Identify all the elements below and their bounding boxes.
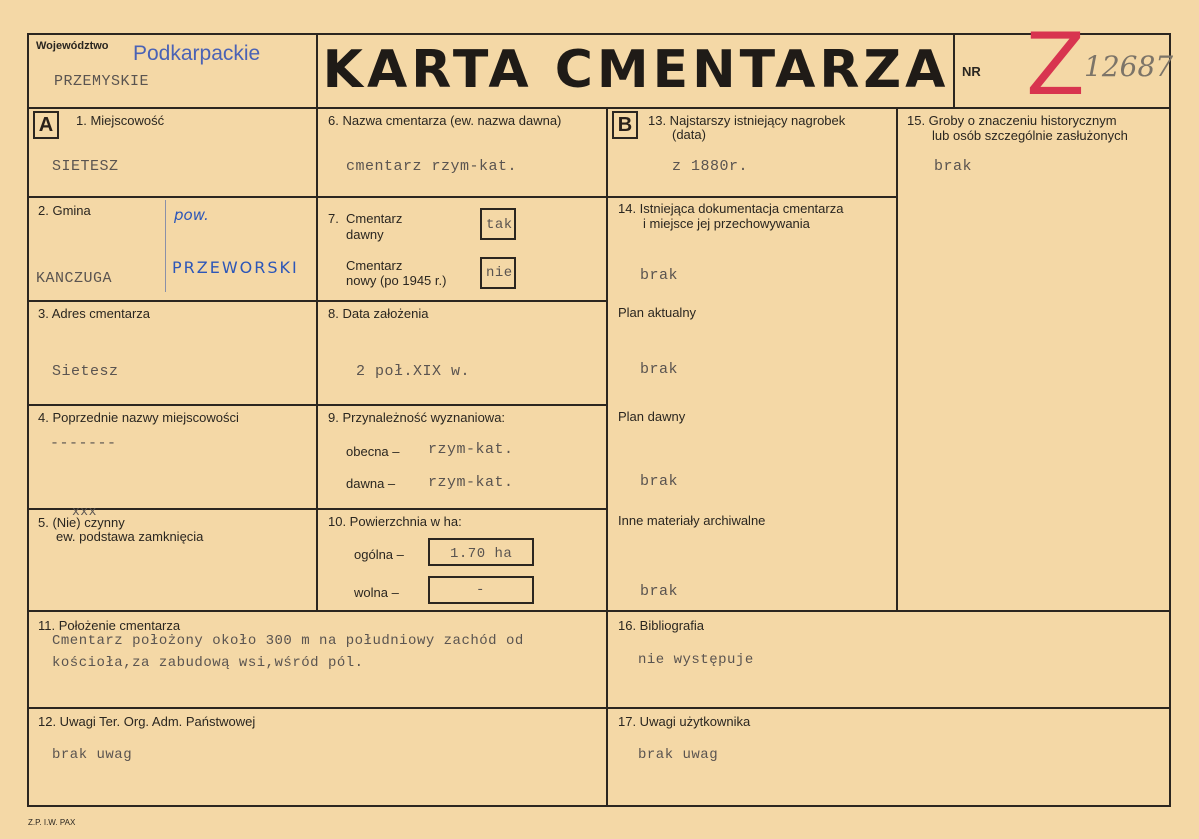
field-9-dawna-value: rzym-kat.	[428, 474, 514, 491]
field-2-hand-top: pow.	[174, 206, 209, 224]
field-11-label: 11. Położenie cmentarza	[38, 618, 181, 633]
field-5-overtype: xxx	[72, 504, 97, 519]
section-a-badge: A	[33, 111, 59, 139]
header-bottom-line	[27, 107, 1171, 109]
field-13-value: z 1880r.	[672, 158, 749, 175]
field-7-nowy-line2: nowy (po 1945 r.)	[346, 273, 447, 288]
wojewodztwo-label: Województwo	[36, 40, 109, 52]
field-7-nowy-value: nie	[486, 265, 513, 281]
field-9-obecna-value: rzym-kat.	[428, 441, 514, 458]
field-10-wolna-value: -	[476, 582, 485, 598]
field-17-label: 17. Uwagi użytkownika	[618, 714, 751, 729]
field-8-label: 8. Data założenia	[328, 306, 429, 321]
field-11-value-line1: Cmentarz położony około 300 m na południowy zachód od	[52, 633, 524, 649]
page-title: KARTA CMENTARZA	[322, 40, 950, 100]
nr-letter-mark: Z	[1026, 15, 1085, 115]
field-7-dawny-line1: Cmentarz	[346, 211, 403, 226]
field-4-value: -------	[50, 435, 117, 452]
field-9-obecna-label: obecna –	[346, 444, 400, 459]
field-16-label: 16. Bibliografia	[618, 618, 704, 633]
field-3-label: 3. Adres cmentarza	[38, 306, 150, 321]
region-typed: PRZEMYSKIE	[54, 73, 150, 90]
wojewodztwo-stamp: Podkarpackie	[133, 42, 261, 65]
field-6-value: cmentarz rzym-kat.	[346, 158, 518, 175]
field-9-dawna-label: dawna –	[346, 476, 396, 491]
row-line-bottom-grid	[27, 610, 1171, 612]
plan-dawny-label: Plan dawny	[618, 409, 686, 424]
field-14-label-line1: 14. Istniejąca dokumentacja cmentarza	[618, 201, 844, 216]
field-14-value: brak	[640, 267, 679, 284]
row-line-2-left	[27, 300, 608, 302]
printer-mark: Z.P. I.W. PAX	[28, 818, 76, 827]
field-10-ogolna-value: 1.70 ha	[450, 546, 513, 562]
field-3-value: Sietesz	[52, 363, 119, 380]
field-2-label: 2. Gmina	[38, 203, 91, 218]
inne-materialy-value: brak	[640, 583, 679, 600]
field-15-value: brak	[934, 158, 973, 175]
row-line-4-left	[27, 508, 608, 510]
field-12-label: 12. Uwagi Ter. Org. Adm. Państwowej	[38, 714, 256, 729]
col-divider-2	[606, 107, 608, 807]
col-divider-3	[896, 107, 898, 610]
field-9-label: 9. Przynależność wyznaniowa:	[328, 410, 506, 425]
field-7-dawny-line2: dawny	[346, 227, 384, 242]
field-12-value: brak uwag	[52, 747, 133, 763]
field-7-dawny-value: tak	[486, 217, 513, 233]
field-2-stamp-edge	[165, 200, 166, 292]
field-2-hand-bottom: PRZEWORSKI	[172, 258, 299, 277]
field-4-label: 4. Poprzednie nazwy miejscowości	[38, 410, 239, 425]
col-divider-1	[316, 107, 318, 610]
field-2-value: KANCZUGA	[36, 270, 113, 287]
field-11-value-line2: kościoła,za zabudową wsi,wśród pól.	[52, 655, 364, 671]
field-7-label: 7.	[328, 211, 339, 226]
section-b-badge: B	[612, 111, 638, 139]
inne-materialy-label: Inne materiały archiwalne	[618, 513, 766, 528]
field-7-nowy-line1: Cmentarz	[346, 258, 403, 273]
field-15-label-line1: 15. Groby o znaczeniu historycznym	[907, 113, 1117, 128]
row-line-3-left	[27, 404, 608, 406]
field-14-label-line2: i miejsce jej przechowywania	[643, 216, 810, 231]
row-line-1-left	[27, 196, 608, 198]
row-line-remarks	[27, 707, 1171, 709]
field-1-label: 1. Miejscowość	[76, 113, 165, 128]
field-13-label-line2: (data)	[672, 127, 706, 142]
field-1-value: SIETESZ	[52, 158, 119, 175]
field-15-label-line2: lub osób szczególnie zasłużonych	[932, 128, 1128, 143]
field-13-label-line1: 13. Najstarszy istniejący nagrobek	[648, 113, 846, 128]
plan-aktualny-value: brak	[640, 361, 679, 378]
field-16-value: nie występuje	[638, 652, 754, 668]
nr-label: NR	[962, 64, 981, 79]
field-10-ogolna-label: ogólna –	[354, 547, 404, 562]
field-8-value: 2 poł.XIX w.	[356, 363, 471, 380]
nr-number: 12687	[1084, 50, 1174, 83]
plan-aktualny-label: Plan aktualny	[618, 305, 697, 320]
plan-dawny-value: brak	[640, 473, 679, 490]
field-17-value: brak uwag	[638, 747, 719, 763]
field-5-label-line2: ew. podstawa zamknięcia	[56, 529, 204, 544]
field-6-label: 6. Nazwa cmentarza (ew. nazwa dawna)	[328, 113, 562, 128]
field-10-wolna-label: wolna –	[354, 585, 399, 600]
field-5-label-line1: 5. (Nie) czynny	[38, 515, 125, 530]
row-line-b-1	[606, 196, 898, 198]
field-10-label: 10. Powierzchnia w ha:	[328, 514, 462, 529]
